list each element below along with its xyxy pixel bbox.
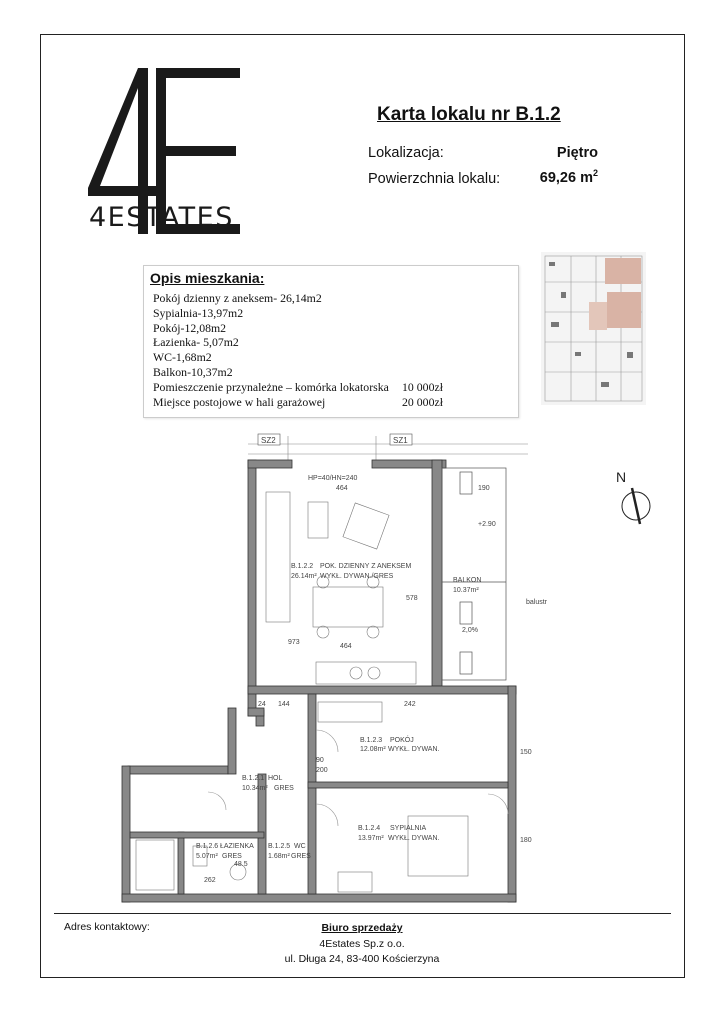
room-wc-id: B.1.2.5 [268,843,291,850]
room-bedroom-finish: WYKŁ. DYWAN. [388,835,440,842]
slope-label: 2,0% [462,627,478,634]
dimension-label: 200 [316,767,328,774]
balustrade-note: balustr [526,599,548,606]
list-item: Pokój-12,08m2 [153,320,227,335]
list-item: Balkon-10,37m2 [153,364,233,379]
brand-wordmark: 4ESTATES [89,202,234,233]
list-item: Pokój dzienny z aneksem- 26,14m2 [153,291,322,305]
svg-text:N: N [616,469,627,485]
location-value: Piętro [556,145,598,161]
page-title: Karta lokalu nr B.1.2 [377,104,561,125]
room-wc-area: 1.68m² [268,853,290,860]
list-item: Pomieszczenie przynależne – komórka lokatorska 10 000zł [153,379,443,394]
dimension-label: 464 [340,643,352,650]
dimension-label: 190 [478,485,490,492]
area-value: 69,26 $m^2$ [539,168,598,186]
room-room-id: B.1.2.3 [360,737,383,744]
dimension-label: 578 [406,595,418,602]
room-balcony-name: BALKON [453,577,482,584]
room-bath-name: ŁAZIENKA [220,843,254,850]
room-bath-area: 5.07m² [196,853,218,860]
footer-divider [54,913,671,914]
dimension-label: 242 [404,701,416,708]
room-room-area: 12.08m² [360,746,386,753]
description-title: Opis mieszkania: [150,270,265,286]
list-item: Łazienka- 5,07m2 [153,335,239,350]
room-bath-id: B.1.2.6 [196,843,219,850]
dimension-label: 464 [336,485,348,492]
room-bedroom-name: SYPIALNIA [390,825,427,832]
room-wc-name: WC [294,843,306,850]
description-list [153,291,443,409]
room-balcony-area: 10.37m² [453,587,479,594]
room-bedroom-id: B.1.2.4 [358,825,381,832]
room-wc-finish: GRES [291,853,311,860]
dimension-label: 180 [520,837,532,844]
room-room-name: POKÓJ [390,737,414,744]
dimension-label: 262 [204,877,216,884]
room-hall-id: B.1.2.1 [242,775,265,782]
room-living-finish: WYKŁ. DYWAN./GRES [320,573,394,580]
contact-label: Adres kontaktowy: [64,921,150,933]
room-bath-finish: GRES [222,853,242,860]
room-living-area: 26.14m² [291,573,317,580]
dimension-label: 150 [520,749,532,756]
key-plan-thumbnail [541,252,646,405]
level-note: +2.90 [478,521,496,528]
room-bedroom-area: 13.97m² [358,835,384,842]
dimension-label: 144 [278,701,290,708]
room-living-name: POK. DZIENNY Z ANEKSEM [320,563,412,570]
room-hall-name: HOL [268,775,283,782]
tag-sz1: SZ1 [393,436,408,445]
dimension-label: 90 [316,757,324,764]
list-item: Sypialnia-13,97m2 [153,305,244,320]
room-living-id: B.1.2.2 [291,563,314,570]
floor-plan [108,432,548,908]
room-hall-area: 10.34m² [242,785,268,792]
company-name: 4Estates Sp.z o.o. [319,937,405,950]
dimension-label: 24 [258,701,266,708]
list-item: Miejsce postojowe w hali garażowej 20 000zł [153,394,443,409]
office-title: Biuro sprzedaży [321,922,403,934]
height-note: HP=40/HN=240 [308,475,358,482]
apartment-description [143,265,519,418]
dimension-label: 48.5 [234,861,248,868]
company-address: ul. Długa 24, 83-400 Kościerzyna [284,953,440,965]
sales-office [282,921,442,968]
dimension-label: 973 [288,639,300,646]
location-label: Lokalizacja: [368,145,444,161]
tag-sz2: SZ2 [261,436,276,445]
list-item: WC-1,68m2 [153,350,212,365]
room-hall-finish: GRES [274,785,294,792]
area-label: Powierzchnia lokalu: [368,171,501,187]
north-arrow-icon [612,466,662,526]
room-room-finish: WYKŁ. DYWAN. [388,746,440,753]
